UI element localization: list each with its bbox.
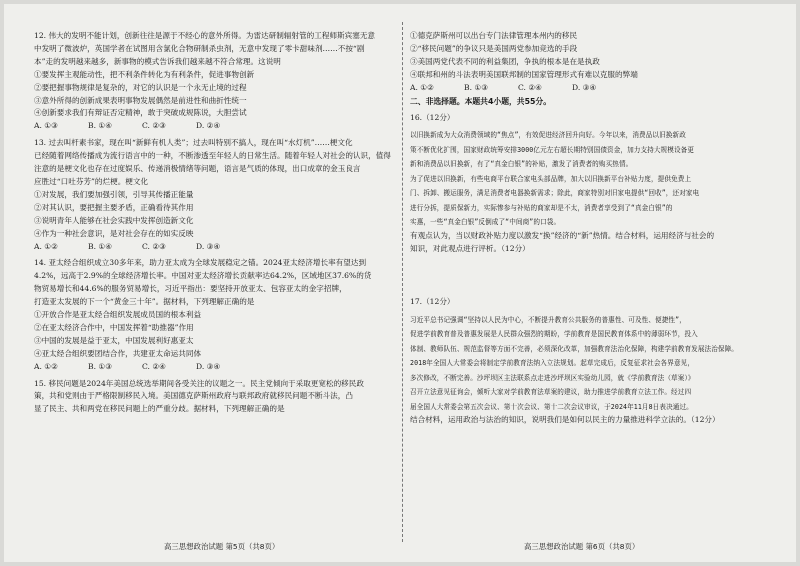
q15-option-a[interactable]: A. ①②	[410, 82, 434, 92]
q13-stem-line: 已经随着网络传播成为流行语言中的一种，不断渗透至年轻人的日常生活。随着年轻人对社会的认识，值得	[34, 151, 391, 161]
q14-item: ③中国的发展是益于亚太，中国发展利好惠亚太	[34, 335, 194, 345]
q13-stem-line: 注意的是梗文化也存在过度娱乐、传递消极情绪等问题，语言是气质的体现，出口成章的金玉良言	[34, 164, 361, 174]
q16-material-line: 策不断优化扩围，国家财政统筹安排3000亿元左右超长期特别国债资金，加力支持大规模设备更	[410, 145, 695, 154]
q13-options	[34, 241, 396, 254]
q15-item: ③美国两党代表不同的利益集团，争执的根本是在是执政	[410, 56, 600, 66]
q12-item: ④创新要求我们有辩证否定精神，敢于突破成规陈说，大胆尝试	[34, 108, 247, 118]
q12-stem-line: 本”走的发明越来越多，新事物的模式告诉我们越来越不符合常理。这说明	[34, 56, 281, 66]
q14-stem-line: 打造亚太发展的下一个“黄金三十年”。据材料，下列理解正确的是	[34, 297, 255, 307]
question-15	[34, 378, 396, 417]
q12-stem-line: 中发明了微波炉，英国学者在试图用含氯化合物研制杀虫剂，无意中发现了零卡甜味剂……不按“剧	[34, 43, 365, 53]
q17-material-line: 召开立法意见征询会，倾听大家对学前教育法草案的建议，助力推进学前教育立法工作。经过四	[410, 388, 692, 397]
q16-question-line: 知识，对此观点进行评析。（12分）	[410, 243, 530, 253]
q13-item: ②对其认识，要把握主要矛盾，正确看待其作用	[34, 202, 194, 212]
q13-item: ③说明青年人能够在社会实践中发挥创造新文化	[34, 215, 194, 225]
q14-option-c[interactable]: C. ②④	[142, 361, 166, 371]
q12-item: ②要把握事物规律是复杂的，对它的认识是一个永无止境的过程	[34, 82, 247, 92]
q17-material-line: 促进学前教育普及普惠发展是人民群众强烈的期盼，学前教育是国民教育体系中的薄弱环节，投入	[410, 330, 698, 339]
q17-material-line: 习近平总书记强调“坚持以人民为中心，不断提升教育公共服务的普惠性、可及性、便捷性”，	[410, 315, 686, 324]
question-14	[34, 257, 396, 373]
q17-material-line: 体制、教师队伍、规范监督等方面不完善，必须深化改革，加强教育法治化保障，构建学前教育发展法治保障。	[410, 344, 738, 353]
page-divider	[402, 22, 404, 542]
page-footer-right: 高三思想政治试题 第6页（共8页）	[524, 542, 640, 551]
q15-stem-line: 显了民主、共和两党在移民问题上的严重分歧。据材料，下列理解正确的是	[34, 404, 285, 414]
q12-option-d[interactable]: D. ②④	[196, 121, 221, 131]
q17-material-line: 届全国人大常委会第五次会议、第十次会议、第十二次会议审议，于2024年11月8日表决通过。	[410, 402, 693, 411]
q15-option-d[interactable]: D. ③④	[572, 82, 597, 92]
right-page	[410, 30, 782, 427]
q12-stem-line: 12. 伟大的发明不能计划，创新往往是源于不经心的意外所得。为雷达研制辐射管的工程师斯宾塞无意	[34, 31, 376, 40]
q13-option-b[interactable]: B. ①④	[88, 241, 113, 251]
q17-question: 结合材料，运用政治与法治的知识，说明我们是如何以民主的力量推进科学立法的。（12分）	[410, 415, 720, 425]
q15-item: ④联邦和州的斗法表明美国联邦制的国家管理形式有难以克服的弊端	[410, 69, 638, 79]
q17-material-line: 多次修改，不断完善。沙坪坝区主法联系点走进沙坪坝区实验幼儿园，就《学前教育法（草案）》	[410, 373, 695, 382]
q15-option-b[interactable]: B. ①③	[464, 82, 489, 92]
q16-material-line: 为了促进以旧换新，有些电商平台联合家电头部品牌，加大以旧换新平台补贴力度，提供免费上	[410, 174, 692, 183]
q13-option-c[interactable]: C. ②③	[142, 241, 166, 251]
q13-stem-line: 应胜过“口吐芬芳”的烂梗。梗文化	[34, 176, 149, 186]
question-15-continued	[410, 30, 782, 95]
q12-option-b[interactable]: B. ①④	[88, 121, 113, 131]
q14-option-d[interactable]: D. ③④	[196, 361, 221, 371]
q13-option-a[interactable]: A. ①②	[34, 241, 58, 251]
q13-item: ①对发展，我们要加强引领，引导其传播正能量	[34, 189, 194, 199]
q16-material-line: 进行分拆，提质保新力，实际惨参与补贴的商家却是不太，消费者享受到了“真金白银”的	[410, 203, 673, 212]
q12-item: ①要发挥主观能动性，把不利条件转化为有利条件，促进事物创新	[34, 69, 255, 79]
q12-options	[34, 120, 396, 133]
q16-material-line: 新和消费品以旧换新，有了“真金白银”的补贴，激发了消费者的购买热情。	[410, 160, 633, 169]
left-page	[34, 30, 396, 416]
q15-option-c[interactable]: C. ②④	[518, 82, 542, 92]
question-17	[410, 296, 782, 427]
q14-option-a[interactable]: A. ①②	[34, 361, 58, 371]
q13-item: ④作为一种社会意识，是对社会存在的如实反映	[34, 228, 194, 238]
q14-stem-line: 14. 亚太经合组织成立30多年来，助力亚太成为全球发展稳定之锚。2024亚太经济增长率有望达到	[34, 258, 367, 268]
q12-option-c[interactable]: C. ②③	[142, 121, 166, 131]
q16-material-line: 实惠，一些“真金白银”反倒成了“中间商”的口袋。	[410, 218, 561, 227]
q16-material-line: 以旧换新成为大众消费领域的“焦点”，有效促进经济回升向好。今年以来，消费品以旧换新政	[410, 131, 686, 140]
page-footer-left: 高三思想政治试题 第5页（共8页）	[164, 542, 280, 551]
q16-title: 16.（12分）	[410, 112, 455, 122]
q14-stem-line: 4.2%，远高于2.9%的全球经济增长率。中国对亚太经济增长贡献率达64.2%，区域地区37.6%的货	[34, 271, 372, 281]
q16-question-line: 有观点认为，当以财政补贴力度以激发“换”经济的“新”热情。结合材料，运用经济与社会的	[410, 230, 715, 240]
q14-item: ①开放合作是亚太经合组织发展成员国的根本利益	[34, 310, 202, 320]
q13-stem-line: 13. 过去叫杆素书家，现在叫“新鲜有机人类”；过去叫特别不搞人，现在叫“水灯机”……梗文化	[34, 138, 353, 148]
question-16	[410, 112, 782, 256]
q14-stem-line: 物贸易增长和44.6%的服务贸易增长，习近平指出：要坚持开放亚太、包容亚太的金字招牌，	[34, 284, 347, 294]
q14-option-b[interactable]: B. ①③	[88, 361, 113, 371]
q15-stem-line: 15. 移民问题是2024年美国总统选举期间各受关注的议题之一。民主党倾向于采取更宽松的移民政	[34, 378, 364, 388]
q17-title: 17.（12分）	[410, 296, 455, 306]
q15-item: ①德克萨斯州可以出台专门法律管理本州内的移民	[410, 31, 578, 40]
q16-material-line: 门、拆卸、搬运服务，满足消费者电器换新需求；除此，商家特别对旧家电提供“回收”，还对家电	[410, 189, 700, 198]
q14-options	[34, 361, 396, 374]
question-12	[34, 30, 396, 133]
section-heading: 二、非选择题。本题共4小题，共55分。	[410, 96, 552, 106]
q12-item: ③意外所得的创新成果表明事物发展偶然是前进性和曲折性统一	[34, 95, 247, 105]
q17-material-line: 2018年全国人大常委会将制定学前教育法纳入立法规划。起草完成后，反复征求社会各界意见，	[410, 359, 695, 368]
q13-option-d[interactable]: D. ③④	[196, 241, 221, 251]
exam-sheet	[4, 4, 796, 562]
q15-options	[410, 82, 782, 95]
q14-item: ②在亚太经济合作中，中国发挥着“助推器”作用	[34, 322, 194, 332]
q15-item: ②“移民问题”的争议只是美国两党参加竞选的手段	[410, 43, 578, 53]
q14-item: ④亚太经合组织要团结合作，共建亚太命运共同体	[34, 348, 202, 358]
q12-option-a[interactable]: A. ①③	[34, 121, 58, 131]
q15-stem-line: 策，共和党则由于严格限制移民入境。美国德克萨斯州政府与联邦政府就移民问题不断斗法，凸	[34, 391, 353, 401]
question-13	[34, 137, 396, 253]
